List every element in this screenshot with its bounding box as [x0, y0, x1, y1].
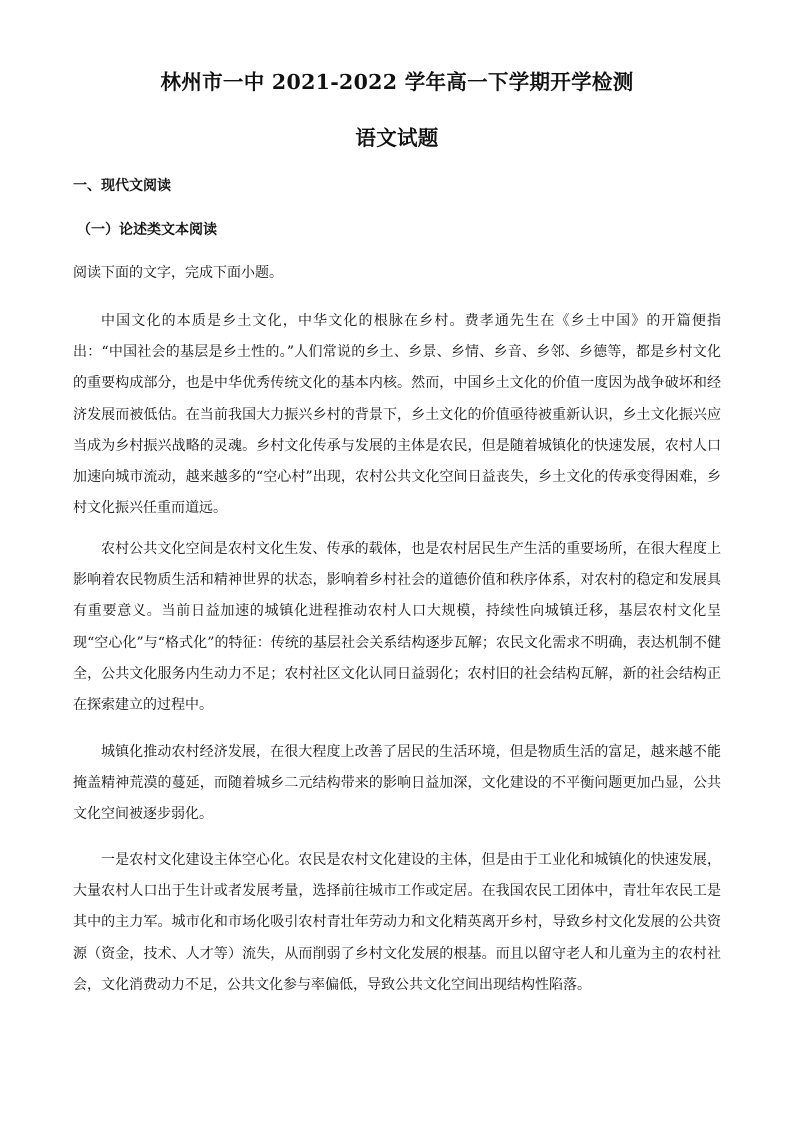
reading-instruction: 阅读下面的文字，完成下面小题。	[73, 265, 283, 281]
section-heading-modern-reading: 一、现代文阅读	[73, 178, 171, 194]
passage-paragraph-4: 一是农村文化建设主体空心化。农民是农村文化建设的主体，但是由于工业化和城镇化的快速发展，大量农村人口出于生计或者发展考量，选择前往城市工作或定居。在我国农民工团体中，青壮年农民工是其中的主力军。城市化和市场化吸引农村青壮年劳动力和文化精英离开乡村，导致乡村文化发展的公共资源（资金，技术、人才等）流失，从而削弱了乡村文化发展的根基。而且以留守老人和儿童为主的农村社会，文化消费动力不足，公共文化参与率偏低，导致公共文化空间出现结构性陷落。	[73, 852, 721, 993]
passage-paragraph-3: 城镇化推动农村经济发展，在很大程度上改善了居民的生活环境，但是物质生活的富足，越来越不能掩盖精神荒漠的蔓延，而随着城乡二元结构带来的影响日益加深，文化建设的不平衡问题更加凸显，公共文化空间被逐步弱化。	[73, 744, 721, 823]
subsection-heading-argumentative: （一）论述类文本阅读	[77, 222, 217, 238]
passage-paragraph-1: 中国文化的本质是乡土文化，中华文化的根脉在乡村。费孝通先生在《乡土中国》的开篇便指出：“中国社会的基层是乡土性的。”人们常说的乡土、乡景、乡情、乡音、乡邻、乡德等，都是乡村文化的重要构成部分，也是中华优秀传统文化的基本内核。然而，中国乡土文化的价值一度因为战争破坏和经济发展而被低估。在当前我国大力振兴乡村的背景下，乡土文化的价值亟待被重新认识，乡土文化振兴应当成为乡村振兴战略的灵魂。乡村文化传承与发展的主体是农民，但是随着城镇化的快速发展，农村人口加速向城市流动，越来越多的“空心村”出现，农村公共文化空间日益丧失，乡土文化的传承变得困难，乡村文化振兴任重而道远。	[73, 313, 721, 517]
exam-title: 林州市一中 2021-2022 学年高一下学期开学检测	[160, 70, 634, 94]
exam-subject-title: 语文试题	[355, 126, 439, 150]
passage-paragraph-2: 农村公共文化空间是农村文化生发、传承的载体，也是农村居民生产生活的重要场所，在很大程度上影响着农民物质生活和精神世界的状态，影响着乡村社会的道德价值和秩序体系，对农村的稳定和发展具有重要意义。当前日益加速的城镇化进程推动农村人口大规模，持续性向城镇迁移，基层农村文化呈现“空心化”与“格式化”的特征：传统的基层社会关系结构逐步瓦解；农民文化需求不明确，表达机制不健全，公共文化服务内生动力不足；农村社区文化认同日益弱化；农村旧的社会结构瓦解，新的社会结构正在探索建立的过程中。	[73, 541, 721, 714]
